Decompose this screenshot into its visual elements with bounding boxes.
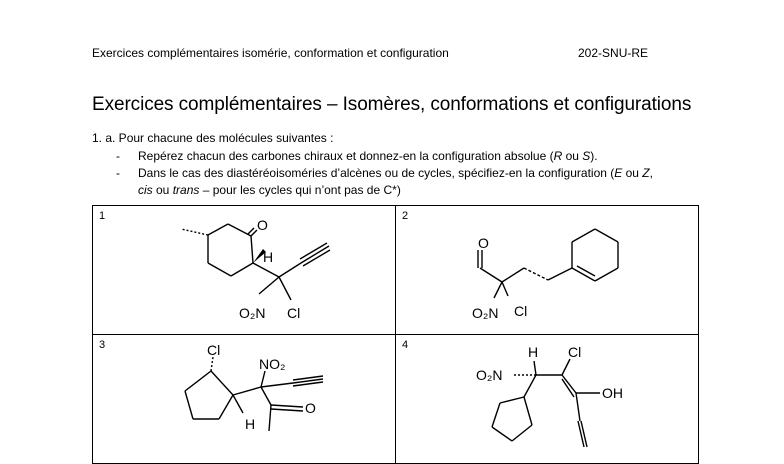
chloro-label: Cl xyxy=(207,342,221,358)
chloro-label: Cl xyxy=(287,305,301,321)
nitro-label: O₂N xyxy=(239,305,266,321)
bullet-2-trans: trans xyxy=(172,183,200,197)
bullet-1-r: R xyxy=(553,149,563,163)
bullet-1-end: ). xyxy=(590,149,598,163)
bullet-1-text: Repérez chacun des carbones chiraux et donnez-en la configuration absolue ( xyxy=(138,149,554,163)
cell-number: 4 xyxy=(402,339,409,351)
nitro-label: NO₂ xyxy=(259,356,286,372)
carbonyl-oxygen-label: O xyxy=(257,217,268,233)
molecule-cell-1 xyxy=(93,206,396,335)
nitro-label: O₂N xyxy=(476,367,503,383)
bullet-2-ou: ou xyxy=(152,183,173,197)
nitro-label: O₂N xyxy=(472,305,499,321)
bullet-2-e: E xyxy=(614,166,623,180)
molecule-cell-2 xyxy=(396,206,699,335)
bullet-2 xyxy=(116,165,698,199)
cell-number: 2 xyxy=(402,210,409,222)
bullet-2-z: Z xyxy=(642,166,650,180)
bullet-1-s: S xyxy=(582,149,591,163)
chloro-label: Cl xyxy=(568,344,582,360)
document-title: Exercices complémentaires – Isomères, conformations et configurations xyxy=(92,94,692,115)
bullet-2-text: Dans le cas des diastéréoisoméries d’alcènes ou de cycles, spécifiez-en la configuration ( xyxy=(138,166,615,180)
aldehyde-oxygen-label: O xyxy=(478,235,489,251)
molecule-2-drawing xyxy=(396,206,698,334)
bullet-1 xyxy=(116,148,598,165)
bullet-2-or: ou xyxy=(622,166,643,180)
cell-number: 3 xyxy=(99,339,106,351)
ketone-oxygen-label: O xyxy=(305,400,316,416)
course-code: 202-SNU-RE xyxy=(578,46,649,60)
bullet-2-cis: cis xyxy=(138,183,153,197)
bullet-dash: - xyxy=(116,149,120,163)
molecule-3-drawing xyxy=(93,335,395,463)
molecule-1-drawing xyxy=(93,206,395,334)
hydrogen-label: H xyxy=(528,344,539,360)
bullet-1-or: ou xyxy=(562,149,583,163)
molecule-table xyxy=(92,205,699,464)
course-header: Exercices complémentaires isomérie, conformation et configuration xyxy=(92,46,449,60)
bullet-2-end: – pour les cycles qui n’ont pas de C*) xyxy=(199,183,401,197)
molecule-cell-3 xyxy=(93,335,396,464)
chloro-label: Cl xyxy=(514,303,528,319)
cell-number: 1 xyxy=(99,210,106,222)
bullet-dash: - xyxy=(116,166,120,180)
bullet-2-comma: , xyxy=(649,166,653,180)
hydrogen-label: H xyxy=(263,249,274,265)
hydrogen-label: H xyxy=(245,416,256,432)
molecule-cell-4 xyxy=(396,335,699,464)
page-header xyxy=(92,46,664,60)
molecule-4-drawing xyxy=(396,335,698,463)
hydroxyl-label: OH xyxy=(602,385,623,401)
question-intro: 1. a. Pour chacune des molécules suivantes : xyxy=(92,131,334,145)
